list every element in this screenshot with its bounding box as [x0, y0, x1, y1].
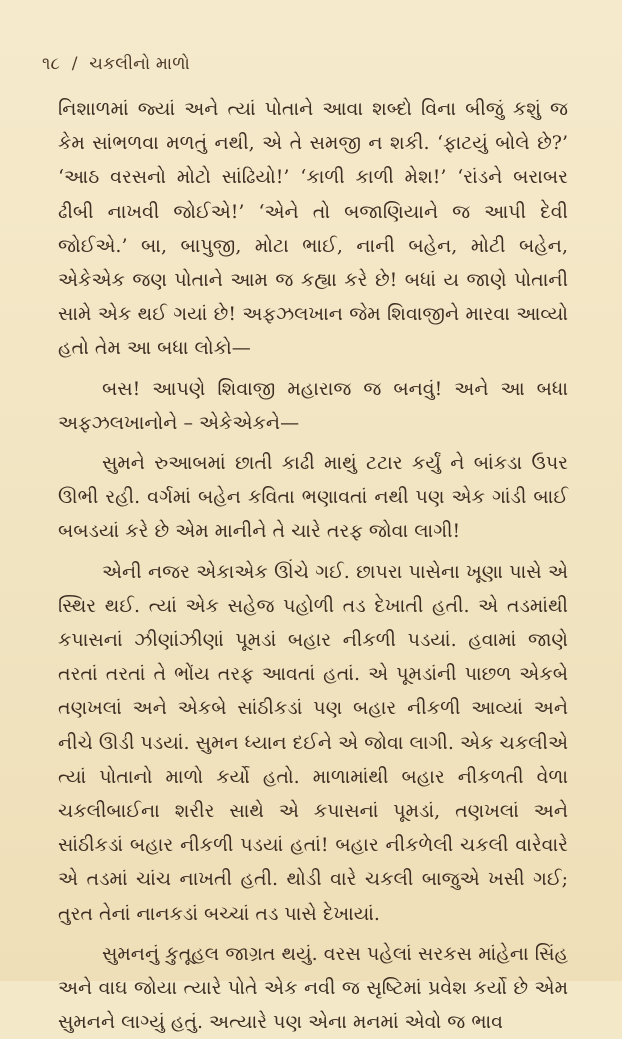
running-title: ચકલીનો માળો — [89, 54, 190, 74]
paragraph-3: સુમને રુઆબમાં છાતી કાઢી માથું ટટાર કર્યું ને બાંકડા ઉપર ઊભી રહી. વર્ગમાં બહેન કવિતા ભણાવતાં નથી પણ એક ગાંડી બાઈ બબડયાં કરે છે એમ માનીને તે ચારે તરફ જોવા લાગી! — [58, 452, 568, 543]
paragraph-2: બસ! આપણે શિવાજી મહારાજ જ બનવું! અને આ બધા અફઝલખાનોને – એકેએકને— — [58, 377, 568, 434]
page-number: ૧૮ — [42, 54, 61, 74]
body-text — [58, 92, 568, 1039]
header-separator: / — [71, 54, 78, 74]
paragraph-1: નિશાળમાં જ્યાં અને ત્યાં પોતાને આવા શબ્દો વિના બીજું કશું જ કેમ સાંભળવા મળતું નથી, એ તે સમજી ન શકી. ‘ફાટયું બોલે છે?’ ‘આઠ વરસનો મોટો સાંઢિયો!’ ‘કાળી કાળી મેશ!’ ‘રાંડને બરાબર ઢીબી નાખવી જોઈએ!’ ‘એને તો બજાણિયાને જ આપી દેવી જોઈએ.’ બા, બાપુજી, મોટા ભાઈ, નાની બહેન, મોટી બહેન, એકેએક જણ પોતાને આમ જ કહ્યા કરે છે! બધાં ય જાણે પોતાની સામે એક થઈ ગયાં છે! અફઝલખાન જેમ શિવાજીને મારવા આવ્યો હતો તેમ આ બધા લોકો— — [58, 98, 568, 360]
page-header — [42, 54, 568, 92]
paragraph-5: સુમનનું કુતૂહલ જાગ્રત થયું. વરસ પહેલાં સરકસ માંહેના સિંહ અને વાઘ જોયા ત્યારે પોતે એક નવી જ સૃષ્ટિમાં પ્રવેશ કર્યો છે એમ સુમનને લાગ્યું હતું. અત્યારે પણ એના મનમાં એવો જ ભાવ — [58, 942, 568, 1034]
paragraph-4: એની નજર એકાએક ઊંચે ગઈ. છાપરા પાસેના ખૂણા પાસે એ સ્થિર થઈ. ત્યાં એક સહેજ પહોળી તડ દેખાતી હતી. એ તડમાંથી કપાસનાં ઝીણાંઝીણાં પૂમડાં બહાર નીકળી પડયાં. હવામાં જાણે તરતાં તરતાં તે ભોંય તરફ આવતાં હતાં. એ પૂમડાંની પાછળ એકબે તણખલાં અને એકબે સાંઠીકડાં પણ બહાર નીકળી આવ્યાં અને નીચે ઊડી પડયાં. સુમન ધ્યાન દઈને એ જોવા લાગી. એક ચકલીએ ત્યાં પોતાનો માળો કર્યો હતો. માળામાંથી બહાર નીકળતી વેળા ચકલીબાઈના શરીર સાથે એ કપાસનાં પૂમડાં, તણખલાં અને સાંઠીકડાં બહાર નીકળી પડયાં હતાં! બહાર નીકળેલી ચકલી વારેવારે એ તડમાં ચાંચ નાખતી હતી. થોડી વારે ચકલી બાજુએ ખસી ગઈ; તુરત તેનાં નાનકડાં બચ્ચાં તડ પાસે દેખાયાં. — [58, 560, 568, 925]
